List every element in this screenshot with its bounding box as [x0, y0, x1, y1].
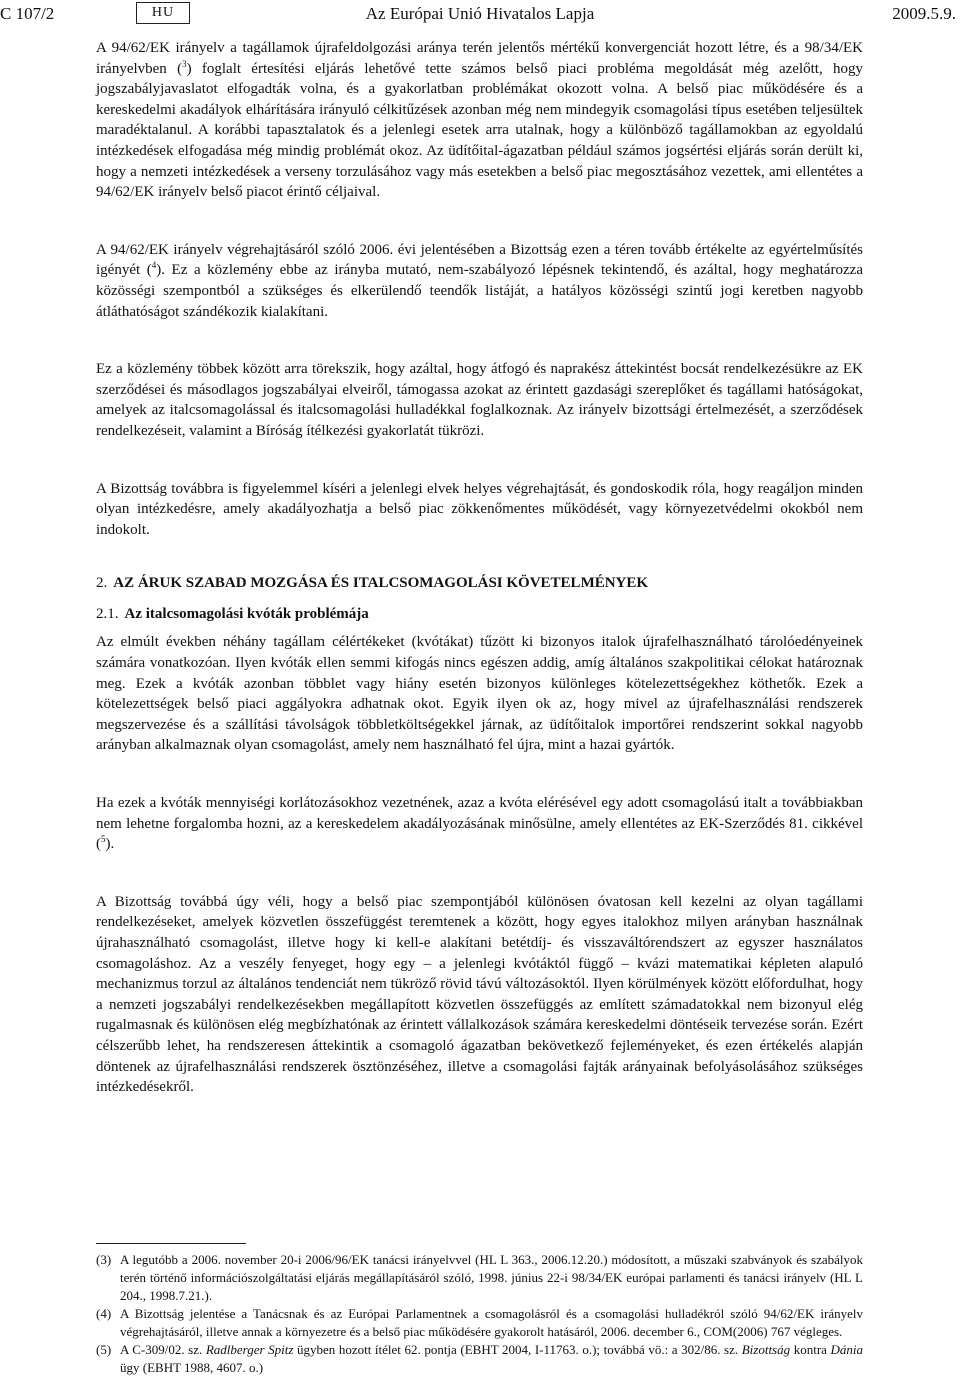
subsection-heading-2-1	[96, 604, 863, 625]
case-name-italic: Radlberger Spitz	[205, 1342, 294, 1357]
document-body	[96, 38, 863, 1098]
footnote-text-part: kontra	[790, 1342, 831, 1357]
journal-title: Az Európai Unió Hivatalos Lapja	[365, 4, 595, 23]
paragraph-7: A Bizottság továbbá úgy véli, hogy a belső piac szempontjából különösen óvatosan kell kezelni az olyan tagállami rendelkezéseket, amelyek közvetlen összefüggést teremtenek a között, hogy egyes italokhoz milyen arányban használnak újrahasználható csomagolást, illetve hogy ki kell-e alakítani betétdíj- és visszaváltórendszert az egyszer használatos csomagoláshoz. Az a veszély fenyeget, hogy egy – a jelenlegi kvótáktól függő – kvázi matematikai képleten alapuló mechanizmus torzul az általános tendenciát nem tükröző rövid távú változásoktól. Ilyen körülmények között előfordulhat, hogy a nemzeti jogszabályi rendelkezésekben megállapított közvetlen összefüggés az említett számadatokkal nem bizonyul elég rugalmasnak és különösen elég megbízhatónak az érintett vállalkozások számára kereskedelmi döntéseik tervezése során. Ezért célszerűbb lehet, ha rendszeresen áttekintik a csomagoló ágazatban bekövetkező fejleményeket, és ezen értékelés alapján döntenek az újrafelhasználási rendszerek ösztönzéséhez, illetve a csomagolási fajták arányainak befolyásolásához szükséges intézkedésekről.	[96, 893, 863, 1096]
footnote-divider	[96, 1243, 246, 1244]
paragraph-6-text-b: ).	[105, 836, 115, 853]
section-heading-2	[96, 573, 863, 594]
paragraph-2-text-b: ). Ez a közlemény ebbe az irányba mutató, nem-szabályozó lépésnek tekintendő, és azáltal, hogy meghatározza közösségi szempontból a szükséges és elkerülendő teendők listáját, a hatályos közösségi szintű jogi keretben nagyobb átláthatóságot szándékozik kialakítani.	[96, 262, 863, 320]
paragraph-2-text-a: A 94/62/EK irányelv végrehajtásáról szóló 2006. évi jelentésében a Bizottság ezen a téren tovább értékelte az egyértelműsítés igényét (	[96, 241, 863, 279]
section-title: AZ ÁRUK SZABAD MOZGÁSA ÉS ITALCSOMAGOLÁSI KÖVETELMÉNYEK	[113, 575, 649, 592]
footnote-ref-3[interactable]: 3	[182, 58, 187, 69]
footnote-ref-5[interactable]: 5	[101, 834, 106, 845]
page-number: C 107/2	[0, 4, 55, 23]
footnote-text-part: ügyben hozott ítélet 62. pontja (EBHT 2004, I-11763. o.); továbbá vö.: a 302/86. sz.	[293, 1342, 742, 1357]
page-header	[0, 0, 960, 28]
subsection-number: 2.1.	[96, 605, 119, 622]
paragraph-1-text-a: A 94/62/EK irányelv a tagállamok újrafeldolgozási aránya terén jelentős mértékű konvergenciát hozott létre, és a 98/34/EK irányelvben (	[96, 40, 863, 77]
language-badge: HU	[136, 2, 190, 24]
footnote-4	[96, 1305, 863, 1341]
footnote-mark: (4)	[96, 1306, 112, 1321]
paragraph-5: Az elmúlt években néhány tagállam célértékeket (kvótákat) tűzött ki bizonyos italok újrafelhasználható tárolóedényeinek számára vonatkozóan. Ilyen kvóták ellen semmi kifogás nincs egészen addig, amíg általános szakpolitikai célokat határoznak meg. Ezek a kvóták azonban többlet vagy hiány esetén bizonyos különleges kötelezettségekhez köthetők. Ezek a kötelezettségek belső piaci aggályokra adhatnak okot. Egyik ilyen ok az, hogy mivel az újrafelhasználási rendszerek megszervezése és a szállítási távolságok többletköltségekkel járnak, az üdítőitalok importőrei rendszerint sokkal nagyobb arányban alkalmaznak olyan csomagolást, amely nem használható fel újra, mint a hazai gyártók.	[96, 634, 863, 754]
footnotes	[96, 1243, 863, 1377]
subsection-title: Az italcsomagolási kvóták problémája	[124, 605, 369, 622]
footnote-text	[120, 1341, 863, 1377]
footnote-text: A Bizottság jelentése a Tanácsnak és az Európai Parlamentnek a csomagolásról és a csomagolási hulladékról szóló 94/62/EK irányelv végrehajtásáról, illetve annak a környezetre és a belső piac működésére gyakorolt hatásáról, 2006. december 6., COM(2006) 767 végleges.	[120, 1306, 863, 1339]
paragraph-1	[96, 38, 863, 203]
case-party-italic: Dánia	[830, 1342, 863, 1357]
footnote-text: A legutóbb a 2006. november 20-i 2006/96/EK tanácsi irányelvvel (HL L 363., 2006.12.20.) módosított, a műszaki szabványok és szabályok terén történő információszolgáltatási eljárás megállapításáról szóló, 1998. június 22-i 98/34/EK európai parlamenti és tanácsi irányelv (HL L 204., 1998.7.21.).	[120, 1252, 863, 1303]
paragraph-1-text-b: ) foglalt értesítési eljárás lehetővé tette számos belső piaci probléma megoldását még azelőtt, hogy jogszabályjavaslatot elfogadták volna, és a gyakorlatban problémákat okozott volna. A belső piac működésére és a kereskedelmi akadályok elhárítására irányuló célkitűzések azonban még nem mindegyik csomagolási típus esetében teljesültek maradéktalanul. A korábbi tapasztalatok és a jelenlegi esetek arra utalnak, hogy a különböző tagállamokban az egyoldalú intézkedések elfogadása még mindig problémát okoz. Az üdítőital-ágazatban például számos jogsértési eljárás során derült ki, hogy a nemzeti intézkedések a verseny torzulásához vagy más esetekben a belső piac megosztásához vezettek, ami ellentétes a 94/62/EK irányelv belső piacot érintő céljaival.	[96, 60, 863, 201]
footnote-ref-4[interactable]: 4	[151, 260, 157, 271]
paragraph-3: Ez a közlemény többek között arra törekszik, hogy azáltal, hogy átfogó és naprakész áttekintést bocsát rendelkezésükre az EK szerződései és másodlagos jogszabályai elveiről, támogassa azokat az érintett gazdasági szereplőket és tagállami hatóságokat, amelyek az italcsomagolással és italcsomagolási hulladékkal foglalkoznak. Az irányelv bizottsági értelmezését, a szerződések rendelkezéseit, valamint a Bíróság ítélkezési gyakorlatát tükrözi.	[96, 361, 863, 439]
footnote-3	[96, 1251, 863, 1305]
case-party-italic: Bizottság	[741, 1342, 791, 1357]
issue-date: 2009.5.9.	[892, 4, 956, 23]
paragraph-4: A Bizottság továbbra is figyelemmel kíséri a jelenlegi elvek helyes végrehajtását, és gondoskodik róla, hogy reagáljon minden olyan intézkedésre, amely akadályozhatja a belső piac zökkenőmentes működését, vagy környezetvédelmi okokból nem indokolt.	[96, 480, 863, 538]
footnote-5	[96, 1341, 863, 1377]
footnote-mark: (3)	[96, 1252, 112, 1267]
paragraph-6-text-a: Ha ezek a kvóták mennyiségi korlátozásokhoz vezetnének, azaz a kvóta elérésével egy adott csomagolású italt a továbbiakban nem lehetne forgalomba hozni, az a kereskedelem akadályozásának minősülne, amely ellentétes az EK-Szerződés 81. cikkével (	[96, 795, 863, 853]
footnote-text-part: A C-309/02. sz.	[120, 1342, 206, 1357]
footnote-mark: (5)	[96, 1342, 112, 1357]
paragraph-6	[96, 793, 863, 855]
footnote-text-part: ügy (EBHT 1988, 4607. o.)	[120, 1360, 264, 1375]
paragraph-2	[96, 240, 863, 322]
section-number: 2.	[96, 575, 108, 592]
